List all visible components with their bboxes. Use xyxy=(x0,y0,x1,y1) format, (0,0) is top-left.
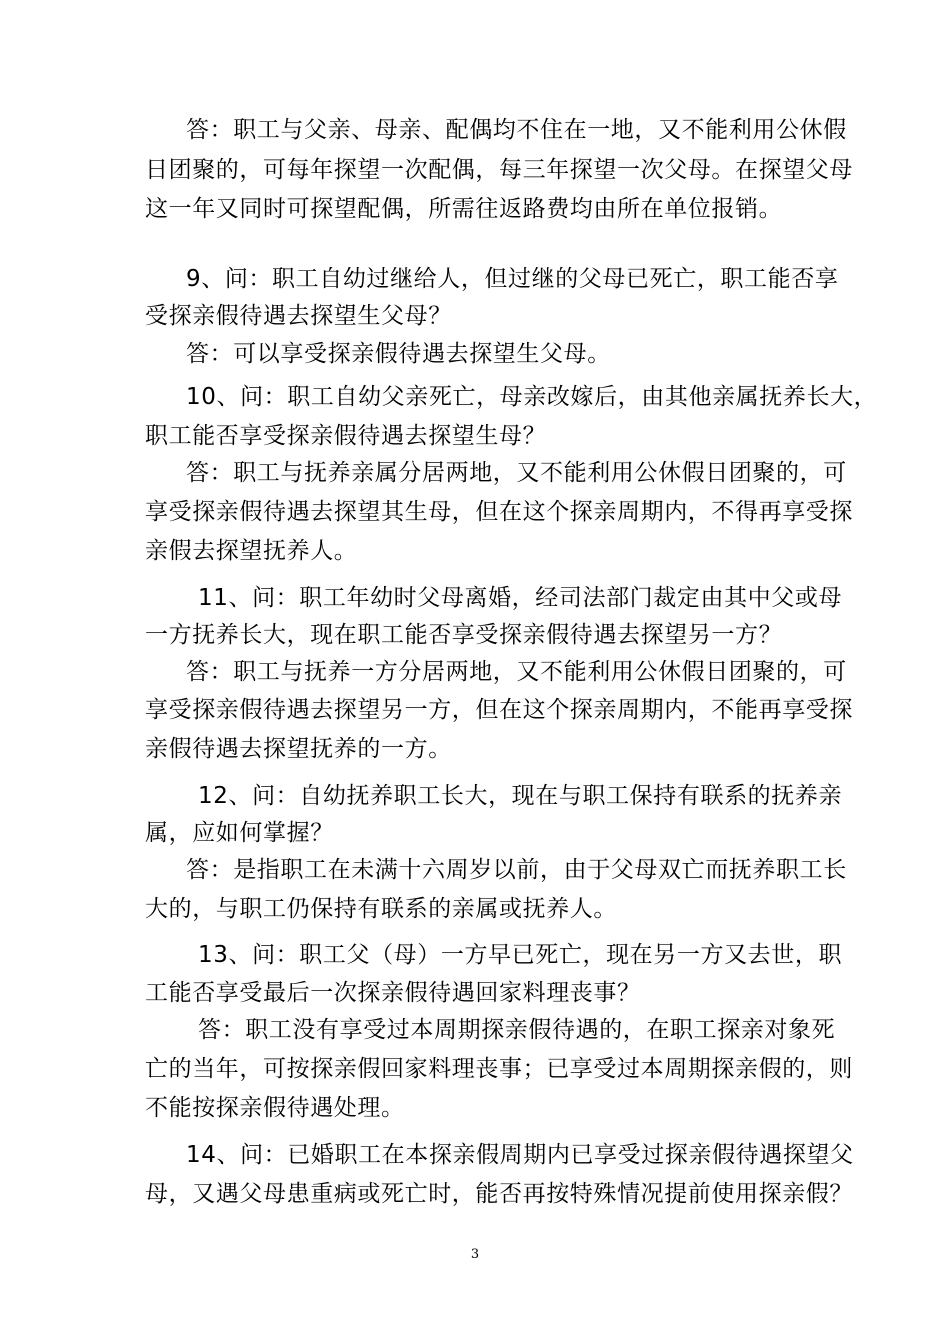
text-line: 答：可以享受探亲假待遇去探望生父母。 xyxy=(186,341,611,367)
text-line: 9、问：职工自幼过继给人，但过继的父母已死亡，职工能否享 xyxy=(186,266,839,292)
text-line: 答：职工没有享受过本周期探亲假待遇的，在职工探亲对象死 xyxy=(198,1017,836,1043)
text-line: 一方抚养长大，现在职工能否享受探亲假待遇去探望另一方？ xyxy=(145,622,783,648)
text-line: 10、问：职工自幼父亲死亡，母亲改嫁后，由其他亲属抚养长大， xyxy=(186,384,878,410)
text-line: 大的，与职工仍保持有联系的亲属或抚养人。 xyxy=(145,896,617,922)
text-line: 母，又遇父母患重病或死亡时，能否再按特殊情况提前使用探亲假？ xyxy=(145,1181,853,1207)
text-line: 11、问：职工年幼时父母离婚，经司法部门裁定由其中父或母 xyxy=(198,585,843,611)
text-line: 不能按探亲假待遇处理。 xyxy=(145,1095,405,1121)
text-line: 14、问：已婚职工在本探亲假周期内已享受过探亲假待遇探望父 xyxy=(186,1142,854,1168)
text-line: 答：是指职工在未满十六周岁以前，由于父母双亡而抚养职工长 xyxy=(186,857,847,883)
text-line: 日团聚的，可每年探望一次配偶，每三年探望一次父母。在探望父母 xyxy=(145,157,853,183)
text-line: 享受探亲假待遇去探望另一方，但在这个探亲周期内，不能再享受探 xyxy=(145,697,853,723)
text-line: 答：职工与父亲、母亲、配偶均不住在一地，又不能利用公休假 xyxy=(186,117,847,143)
text-line: 13、问：职工父（母）一方早已死亡，现在另一方又去世，职 xyxy=(198,942,843,968)
text-line: 亡的当年，可按探亲假回家料理丧事；已享受过本周期探亲假的，则 xyxy=(145,1056,853,1082)
text-line: 答：职工与抚养一方分居两地，又不能利用公休假日团聚的，可 xyxy=(186,659,847,685)
text-line: 这一年又同时可探望配偶，所需往返路费均由所在单位报销。 xyxy=(145,196,783,222)
page-number: 3 xyxy=(470,1247,480,1262)
text-line: 亲假待遇去探望抚养的一方。 xyxy=(145,736,452,762)
text-line: 亲假去探望抚养人。 xyxy=(145,538,358,564)
text-line: 享受探亲假待遇去探望其生母，但在这个探亲周期内，不得再享受探 xyxy=(145,499,853,525)
text-line: 受探亲假待遇去探望生父母？ xyxy=(145,303,452,329)
text-line: 工能否享受最后一次探亲假待遇回家料理丧事？ xyxy=(145,980,641,1006)
text-line: 12、问：自幼抚养职工长大，现在与职工保持有联系的抚养亲 xyxy=(198,783,843,809)
text-line: 答：职工与抚养亲属分居两地，又不能利用公休假日团聚的，可 xyxy=(186,460,847,486)
text-line: 属，应如何掌握？ xyxy=(145,820,334,846)
text-line: 职工能否享受探亲假待遇去探望生母？ xyxy=(145,423,547,449)
